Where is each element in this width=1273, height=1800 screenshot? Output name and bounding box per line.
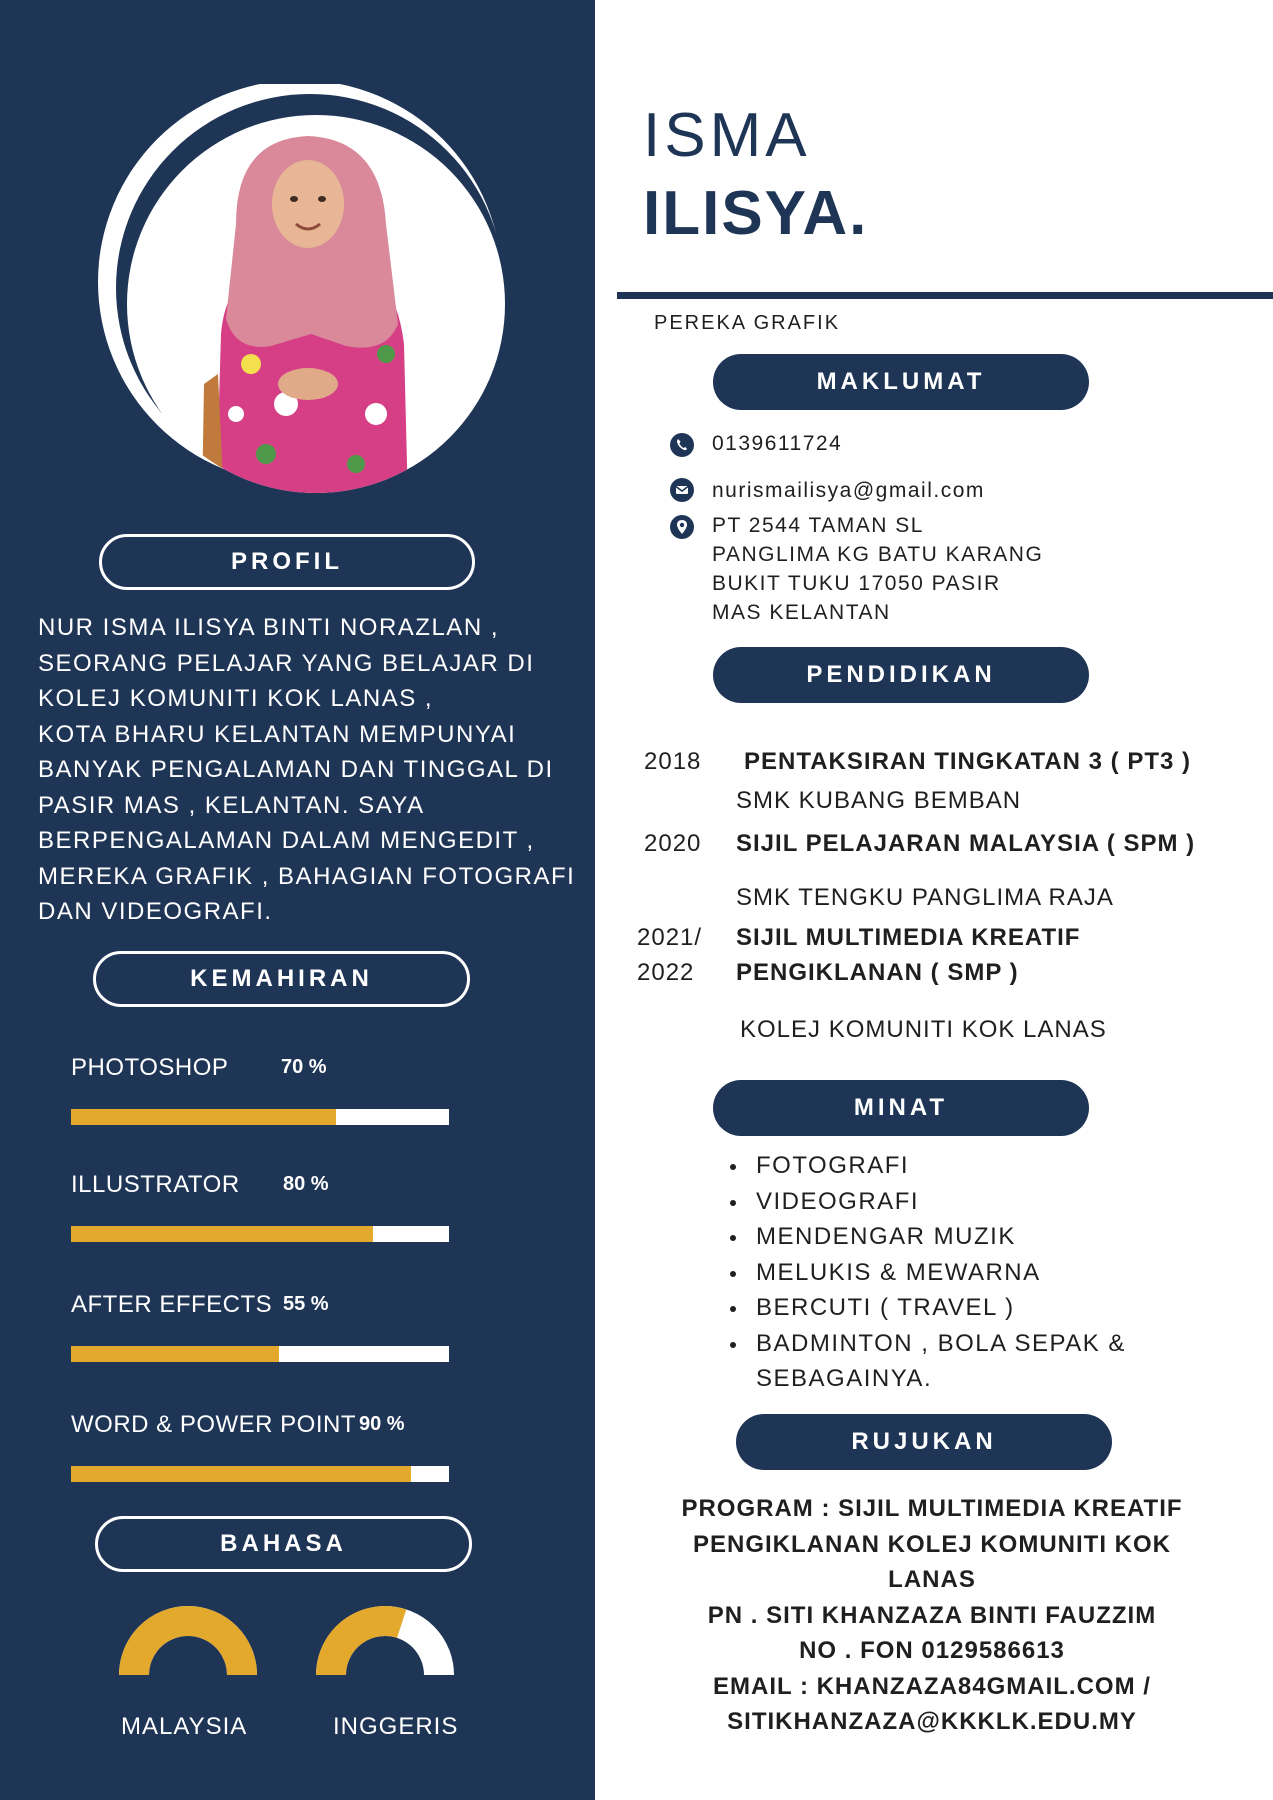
interests-heading xyxy=(713,1080,1089,1136)
address-line: PANGLIMA KG BATU KARANG xyxy=(712,543,1044,566)
address-line: MAS KELANTAN xyxy=(712,601,891,624)
skill-bar xyxy=(71,1466,449,1482)
interests-list xyxy=(726,1148,1246,1397)
profile-heading-label: PROFIL xyxy=(231,548,343,575)
profile-description xyxy=(38,610,576,930)
education-school: SMK TENGKU PANGLIMA RAJA xyxy=(736,884,1114,911)
interest-item: MENDENGAR MUZIK xyxy=(726,1219,1246,1255)
reference-line: PN . SITI KHANZAZA BINTI FAUZZIM xyxy=(707,1601,1157,1629)
job-title: PEREKA GRAFIK xyxy=(654,312,841,334)
profile-line: MEREKA GRAFIK , BAHAGIAN FOTOGRAFI xyxy=(38,862,576,890)
profile-heading xyxy=(99,534,475,590)
last-name: ILISYA. xyxy=(643,179,869,248)
gauge-fill xyxy=(134,1621,242,1675)
skill-percent: 80 % xyxy=(283,1173,329,1195)
reference-heading xyxy=(736,1414,1112,1470)
profile-line: BANYAK PENGALAMAN DAN TINGGAL DI xyxy=(38,756,554,783)
languages-heading xyxy=(95,1516,472,1572)
education-year: 2020 xyxy=(644,830,702,857)
education-school: SMK KUBANG BEMBAN xyxy=(736,787,1022,814)
skill-name: AFTER EFFECTS xyxy=(71,1291,273,1318)
education-title: PENTAKSIRAN TINGKATAN 3 ( PT3 ) xyxy=(744,748,1192,775)
skill-bar xyxy=(71,1109,449,1125)
education-year: 2021/ xyxy=(637,924,703,951)
skill-bar-fill xyxy=(71,1466,411,1482)
phone-number[interactable]: 0139611724 xyxy=(712,432,843,455)
address xyxy=(712,511,1043,627)
interests-heading-label: MINAT xyxy=(853,1094,949,1121)
skill-bar-fill xyxy=(71,1226,373,1242)
gauge-fill xyxy=(331,1621,402,1675)
gauge-arc xyxy=(118,1605,258,1675)
email-address[interactable]: nurismailisya@gmail.com xyxy=(712,479,985,502)
reference-line[interactable]: EMAIL : KHANZAZA84GMAIL.COM / xyxy=(713,1672,1151,1700)
language-label: MALAYSIA xyxy=(121,1713,248,1740)
profile-line: KOLEJ KOMUNITI KOK LANAS , xyxy=(38,685,434,712)
skill-name: WORD & POWER POINT xyxy=(71,1411,356,1438)
education-heading xyxy=(713,647,1089,703)
skill-bar-fill xyxy=(71,1346,279,1362)
address-line: PT 2544 TAMAN SL xyxy=(712,514,924,537)
phone-icon xyxy=(670,433,694,457)
education-title: PENGIKLANAN ( SMP ) xyxy=(736,959,1019,986)
location-pin-icon xyxy=(670,515,694,539)
skill-bar xyxy=(71,1346,449,1362)
first-name: ISMA xyxy=(643,101,811,170)
education-year: 2018 xyxy=(644,748,702,775)
gauge-arc xyxy=(315,1605,455,1675)
contact-heading xyxy=(713,354,1089,410)
skill-name: PHOTOSHOP xyxy=(71,1054,229,1081)
reference-line: PENGIKLANAN KOLEJ KOMUNITI KOK xyxy=(692,1530,1171,1558)
skills-heading-label: KEMAHIRAN xyxy=(190,965,373,992)
interest-item: FOTOGRAFI xyxy=(726,1148,1246,1184)
profile-line: NUR ISMA ILISYA BINTI NORAZLAN , xyxy=(38,614,499,641)
profile-line: KOTA BHARU KELANTAN MEMPUNYAI xyxy=(38,720,517,748)
interest-item: BADMINTON , BOLA SEPAK & xyxy=(726,1326,1246,1362)
interest-item-continued: SEBAGAINYA. xyxy=(756,1365,933,1392)
reference-details xyxy=(617,1491,1247,1740)
profile-line: DAN VIDEOGRAFI. xyxy=(38,898,273,925)
profile-photo xyxy=(86,84,526,504)
skills-heading xyxy=(93,951,470,1007)
reference-line[interactable]: SITIKHANZAZA@KKKLK.EDU.MY xyxy=(727,1708,1137,1735)
reference-line: PROGRAM : SIJIL MULTIMEDIA KREATIF xyxy=(681,1495,1183,1522)
education-year: 2022 xyxy=(637,959,695,986)
education-title: SIJIL PELAJARAN MALAYSIA ( SPM ) xyxy=(736,830,1196,857)
skill-name: ILLUSTRATOR xyxy=(71,1171,240,1198)
reference-line: NO . FON 0129586613 xyxy=(799,1637,1065,1664)
mail-icon xyxy=(670,478,694,502)
skill-percent: 90 % xyxy=(359,1413,405,1435)
education-heading-label: PENDIDIKAN xyxy=(806,661,996,688)
language-gauge-inggeris xyxy=(315,1605,455,1675)
profile-line: PASIR MAS , KELANTAN. SAYA xyxy=(38,791,425,819)
skill-bar-fill xyxy=(71,1109,336,1125)
language-label: INGGERIS xyxy=(333,1713,459,1740)
skill-bar xyxy=(71,1226,449,1242)
interest-item: BERCUTI ( TRAVEL ) xyxy=(726,1290,1246,1326)
interest-item: VIDEOGRAFI xyxy=(726,1184,1246,1220)
contact-heading-label: MAKLUMAT xyxy=(816,368,986,395)
languages-heading-label: BAHASA xyxy=(220,1530,347,1557)
skill-percent: 55 % xyxy=(283,1293,329,1315)
language-gauge-malaysia xyxy=(118,1605,258,1675)
profile-line: BERPENGALAMAN DALAM MENGEDIT , xyxy=(38,827,535,854)
name-divider xyxy=(617,292,1273,299)
education-title: SIJIL MULTIMEDIA KREATIF xyxy=(736,924,1081,951)
interest-item: MELUKIS & MEWARNA xyxy=(726,1255,1246,1291)
left-column xyxy=(0,0,595,1800)
reference-line: LANAS xyxy=(888,1566,976,1593)
reference-heading-label: RUJUKAN xyxy=(851,1428,997,1455)
education-school: KOLEJ KOMUNITI KOK LANAS xyxy=(740,1016,1107,1043)
profile-line: SEORANG PELAJAR YANG BELAJAR DI xyxy=(38,649,535,677)
address-line: BUKIT TUKU 17050 PASIR xyxy=(712,572,1001,595)
skill-percent: 70 % xyxy=(281,1056,327,1078)
